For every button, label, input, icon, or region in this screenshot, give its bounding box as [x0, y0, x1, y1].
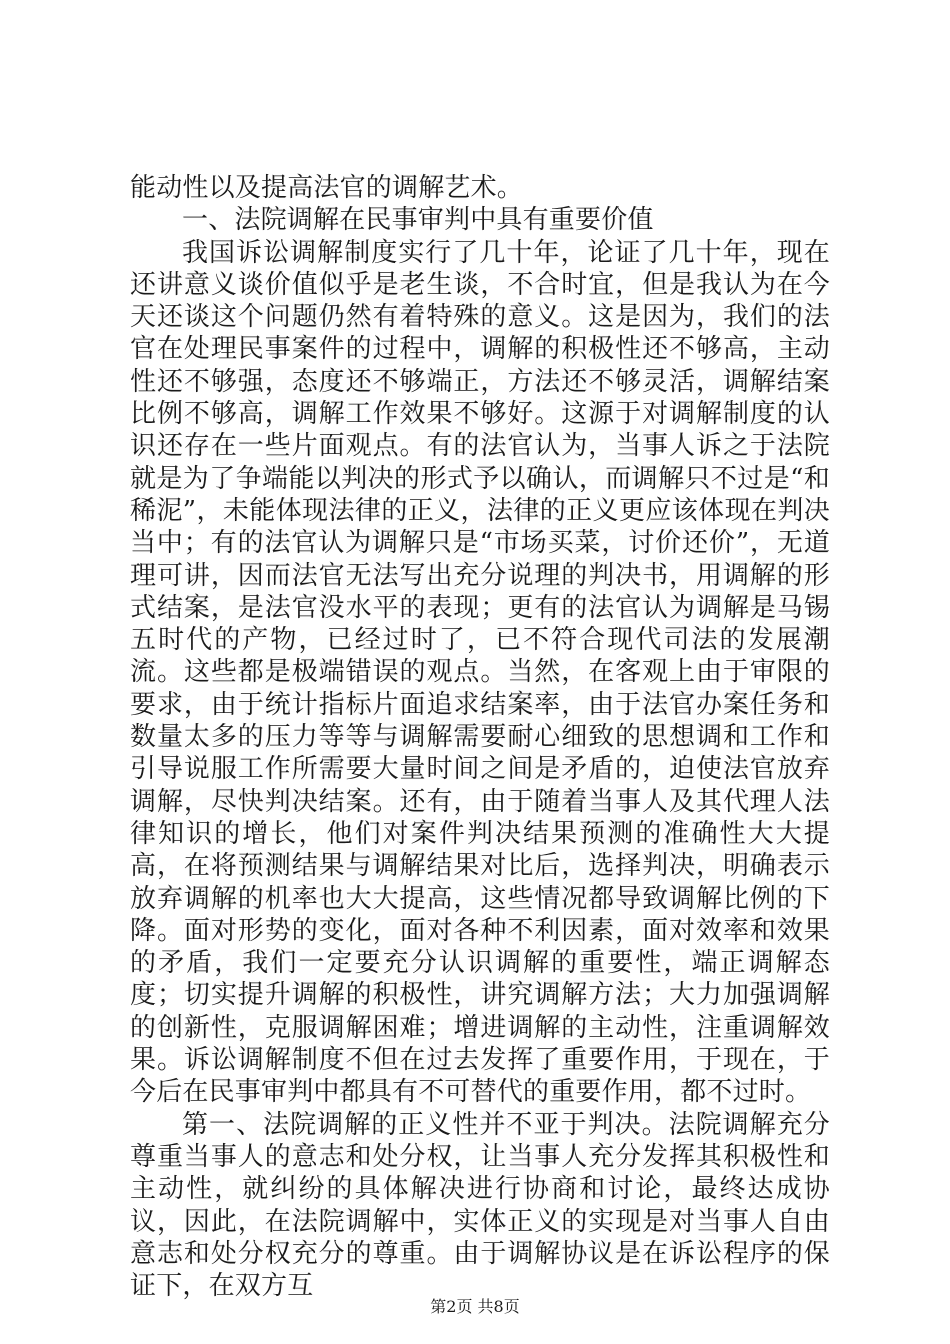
paragraph-2: 我国诉讼调解制度实行了几十年，论证了几十年，现在还讲意义谈价值似乎是老生谈，不合时宜，但是我认为在今天还谈这个问题仍然有着特殊的意义。这是因为，我们的法官在处理民事案件的过程中，调解的积极性还不够高，主动性还不够强，态度还不够端正，方法还不够灵活，调解结案比例不够高，调解工作效果不够好。这源于对调解制度的认识还存在一些片面观点。有的法官认为，当事人诉之于法院就是为了争端能以判决的形式予以确认，而调解只不过是“和稀泥”，未能体现法律的正义，法律的正义更应该体现在判决当中；有的法官认为调解只是“市场买菜，讨价还价”，无道理可讲，因而法官无法写出充分说理的判决书，用调解的形式结案，是法官没水平的表现；更有的法官认为调解是马锡五时代的产物，已经过时了，已不符合现代司法的发展潮流。这些都是极端错误的观点。当然，在客观上由于审限的要求，由于统计指标片面追求结案率，由于法官办案任务和数量太多的压力等等与调解需要耐心细致的思想调和工作和引导说服工作所需要大量时间之间是矛盾的，迫使法官放弃调解，尽快判决结案。还有，由于随着当事人及其代理人法律知识的增长，他们对案件判决结果预测的准确性大大提高，在将预测结果与调解结果对比后，选择判决，明确表示放弃调解的机率也大大提高，这些情况都导致调解比例的下降。面对形势的变化，面对各种不利因素，面对效率和效果的矛盾，我们一定要充分认识调解的重要性，端正调解态度；切实提升调解的积极性，讲究调解方法；大力加强调解的创新性，克服调解困难；增进调解的主动性，注重调解效果。诉讼调解制度不但在过去发挥了重要作用，于现在，于今后在民事审判中都具有不可替代的重要作用，都不过时。 — [130, 237, 830, 1108]
page-footer: 第2页 共8页 — [430, 1297, 520, 1316]
section-heading: 一、法院调解在民事审判中具有重要价值 — [182, 205, 654, 236]
paragraph-3: 第一、法院调解的正义性并不亚于判决。法院调解充分尊重当事人的意志和处分权，让当事人充分发挥其积极性和主动性，就纠纷的具体解决进行协商和讨论，最终达成协议，因此，在法院调解中，实体正义的实现是对当事人自由意志和处分权充分的尊重。由于调解协议是在诉讼程序的保证下，在双方互 — [130, 1109, 830, 1302]
paragraph-1: 能动性以及提高法官的调解艺术。 — [130, 173, 524, 203]
document-body — [130, 172, 830, 1302]
